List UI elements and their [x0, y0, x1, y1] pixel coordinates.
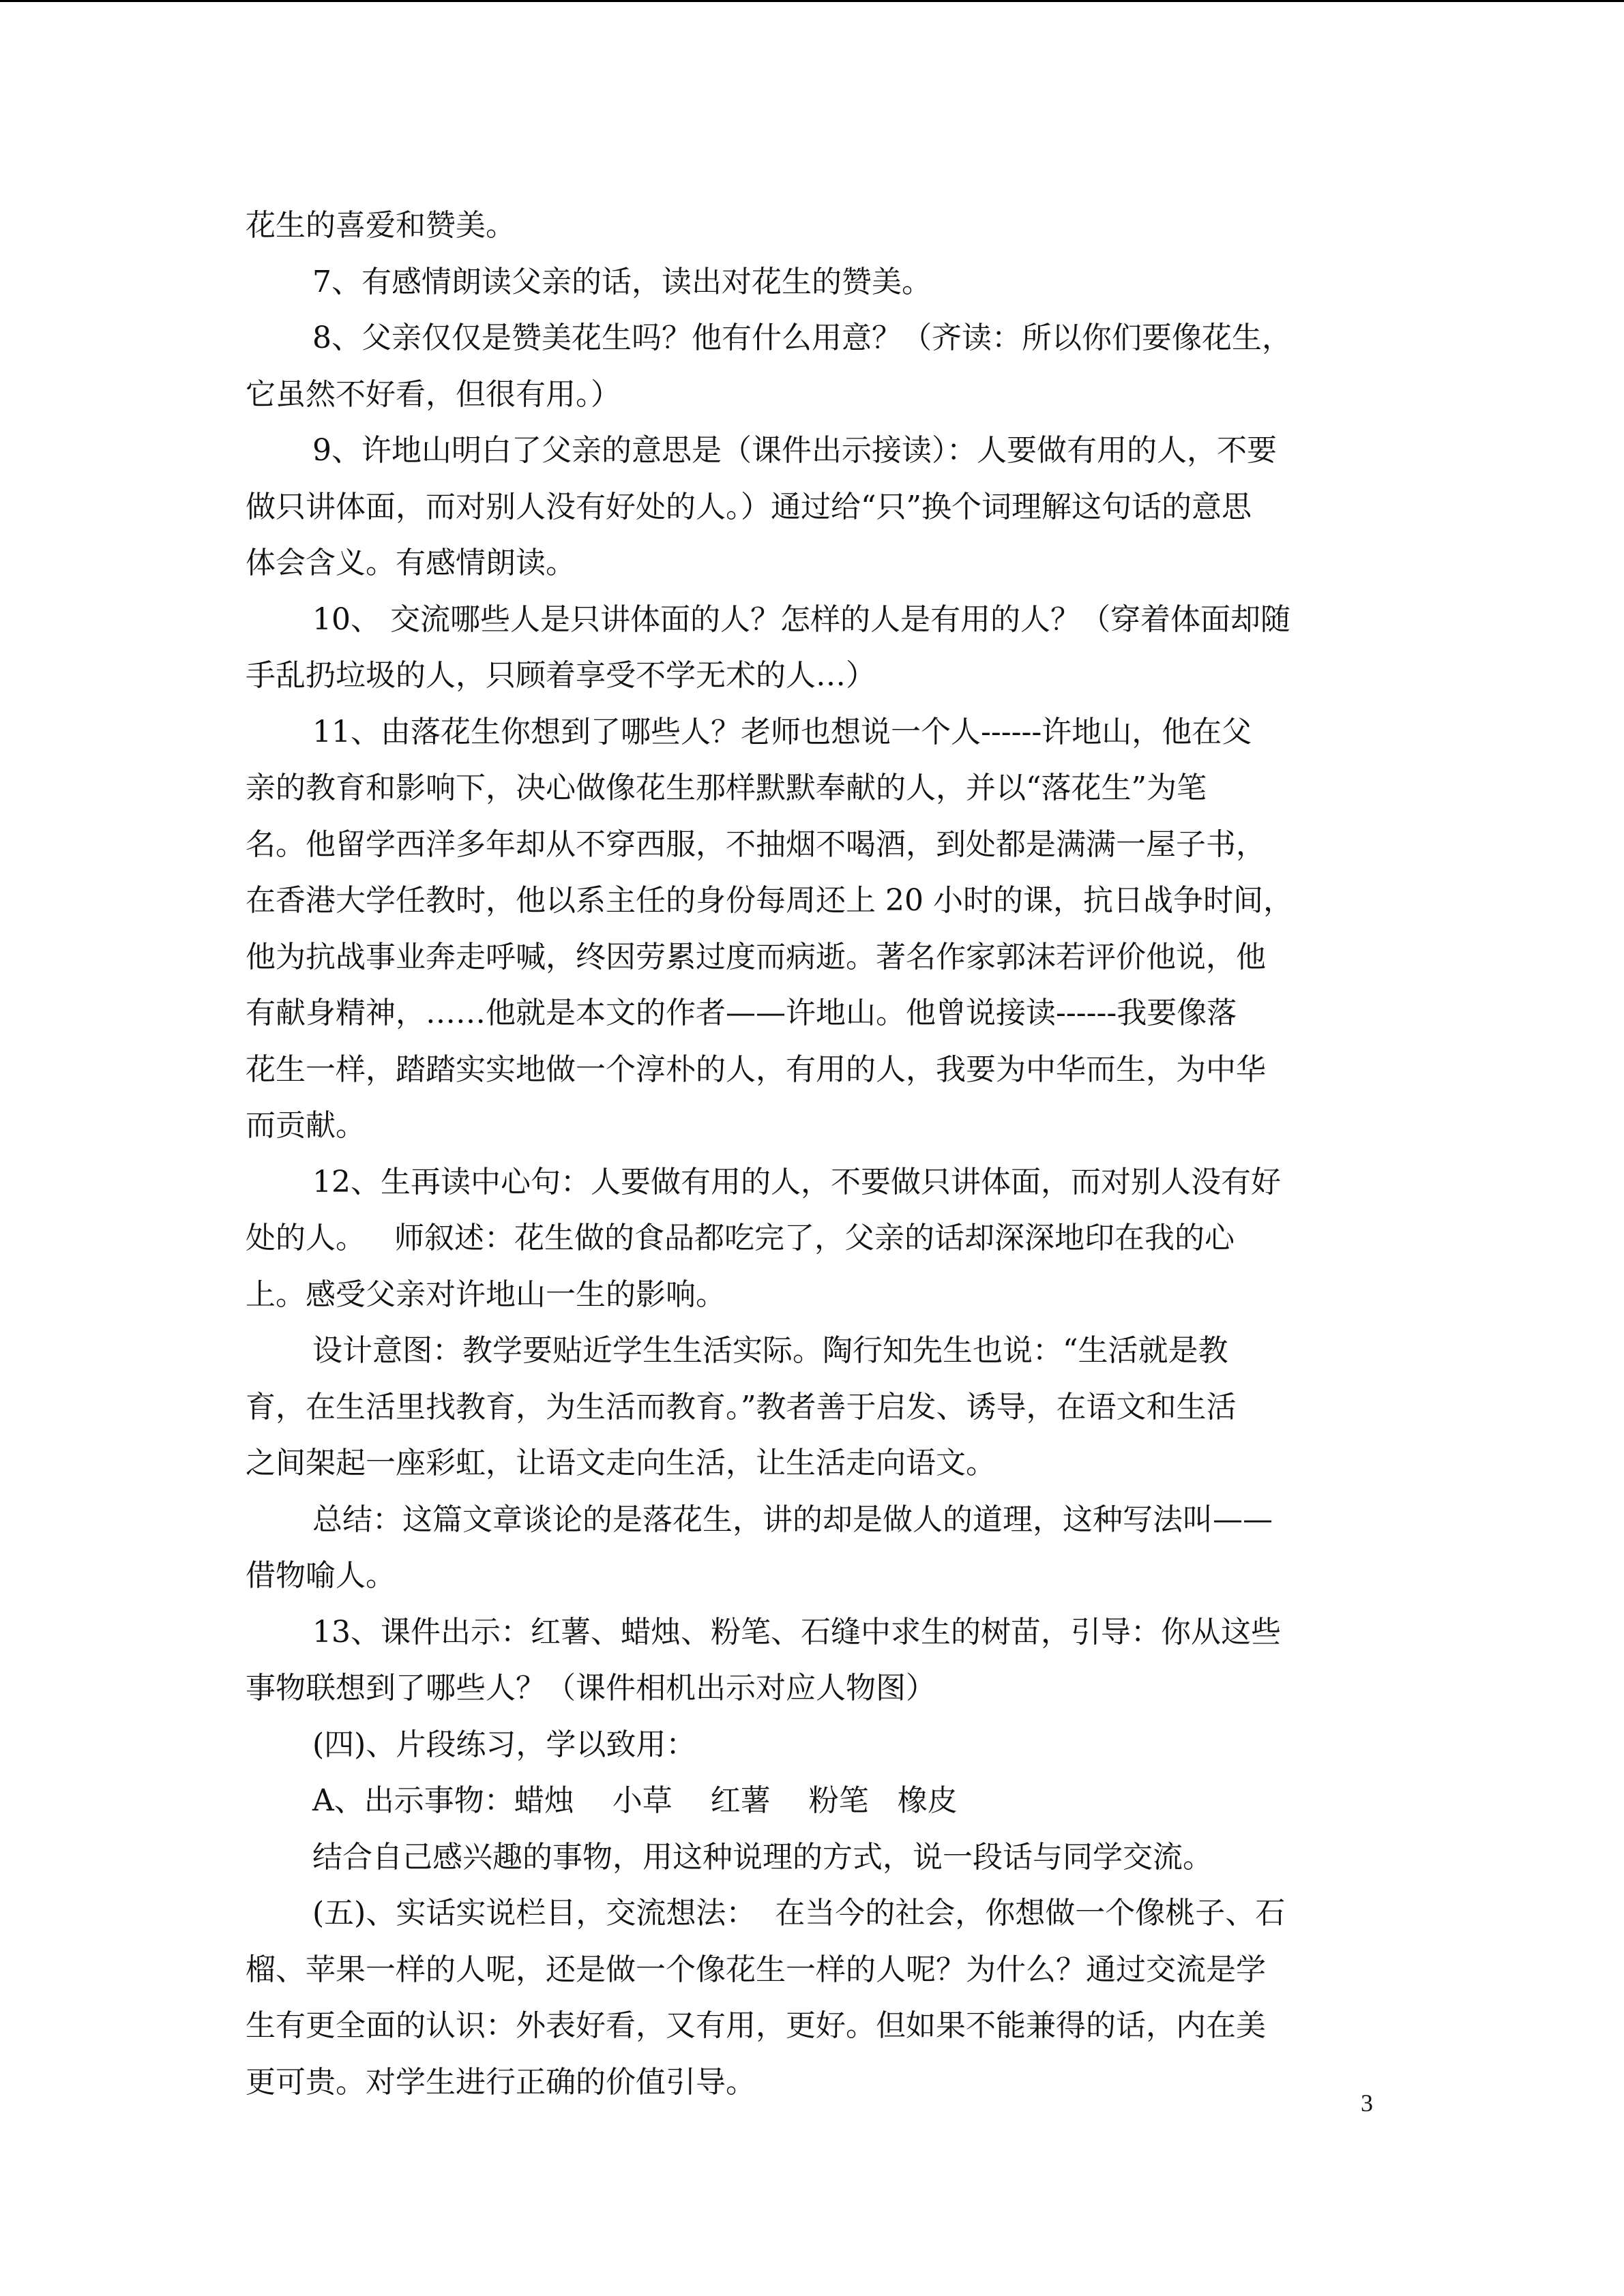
text-line: 8、父亲仅仅是赞美花生吗？他有什么用意？（齐读：所以你们要像花生， [312, 320, 1292, 355]
text-line: 10、 交流哪些人是只讲体面的人？怎样的人是有用的人？（穿着体面却随 [312, 601, 1290, 637]
text-line: (五)、实话实说栏目，交流想法： 在当今的社会，你想做一个像桃子、石 [312, 1896, 1286, 1930]
text-line: A、出示事物：蜡烛 小草 红薯 粉笔 橡皮 [312, 1783, 958, 1818]
text-line: 借物喻人。 [246, 1558, 396, 1593]
text-line: 手乱扔垃圾的人，只顾着享受不学无术的人…） [246, 658, 876, 693]
text-line: 结合自己感兴趣的事物，用这种说理的方式，说一段话与同学交流。 [312, 1839, 1213, 1875]
text-line: 名。他留学西洋多年却从不穿西服，不抽烟不喝酒，到处都是满满一屋子书， [246, 826, 1266, 862]
text-line: 育，在生活里找教育，为生活而教育。”教者善于启发、诱导，在语文和生活 [246, 1389, 1237, 1425]
text-line: 更可贵。对学生进行正确的价值引导。 [246, 2064, 756, 2100]
text-line: 7、有感情朗读父亲的话，读出对花生的赞美。 [312, 264, 932, 299]
text-line: 生有更全面的认识：外表好看，又有用，更好。但如果不能兼得的话，内在美 [246, 2008, 1266, 2043]
page-top-border [0, 0, 1624, 2]
text-line: 11、由落花生你想到了哪些人？老师也想说一个人------许地山，他在父 [312, 714, 1252, 749]
text-line: (四)、片段练习，学以致用： [312, 1727, 696, 1762]
text-line: 榴、苹果一样的人呢，还是做一个像花生一样的人呢？为什么？通过交流是学 [246, 1952, 1266, 1987]
text-line: 它虽然不好看，但很有用。） [246, 376, 621, 412]
text-line: 花生的喜爱和赞美。 [246, 208, 516, 243]
text-line: 13、课件出示：红薯、蜡烛、粉笔、石缝中求生的树苗，引导：你从这些 [312, 1614, 1281, 1650]
text-line: 之间架起一座彩虹，让语文走向生活，让生活走向语文。 [246, 1446, 996, 1480]
text-line: 做只讲体面，而对别人没有好处的人。）通过给“只”换个词理解这句话的意思 [246, 489, 1252, 524]
text-line: 事物联想到了哪些人？（课件相机出示对应人物图） [246, 1671, 936, 1705]
text-line: 亲的教育和影响下，决心做像花生那样默默奉献的人，并以“落花生”为笔 [246, 771, 1207, 805]
text-line: 总结：这篇文章谈论的是落花生，讲的却是做人的道理，这种写法叫—— [312, 1502, 1273, 1537]
document-body [246, 198, 1378, 2111]
text-line: 9、许地山明白了父亲的意思是（课件出示接读）：人要做有用的人，不要 [312, 433, 1277, 468]
text-line: 他为抗战事业奔走呼喊，终因劳累过度而病逝。著名作家郭沫若评价他说，他 [246, 939, 1266, 974]
text-line: 在香港大学任教时，他以系主任的身份每周还上 20 小时的课，抗日战争时间， [246, 883, 1293, 918]
text-line: 设计意图：教学要贴近学生生活实际。陶行知先生也说：“生活就是教 [312, 1333, 1228, 1368]
page-number: 3 [1361, 2089, 1373, 2117]
text-line: 有献身精神，……他就是本文的作者——许地山。他曾说接读------我要像落 [246, 996, 1237, 1030]
text-line: 而贡献。 [246, 1108, 366, 1143]
text-line: 处的人。 师叙述：花生做的食品都吃完了，父亲的话却深深地印在我的心 [246, 1221, 1235, 1255]
text-line: 上。感受父亲对许地山一生的影响。 [246, 1277, 726, 1312]
text-line: 花生一样，踏踏实实地做一个淳朴的人，有用的人，我要为中华而生，为中华 [246, 1052, 1266, 1087]
text-line: 12、生再读中心句：人要做有用的人，不要做只讲体面，而对别人没有好 [312, 1164, 1281, 1199]
text-line: 体会含义。有感情朗读。 [246, 546, 576, 580]
